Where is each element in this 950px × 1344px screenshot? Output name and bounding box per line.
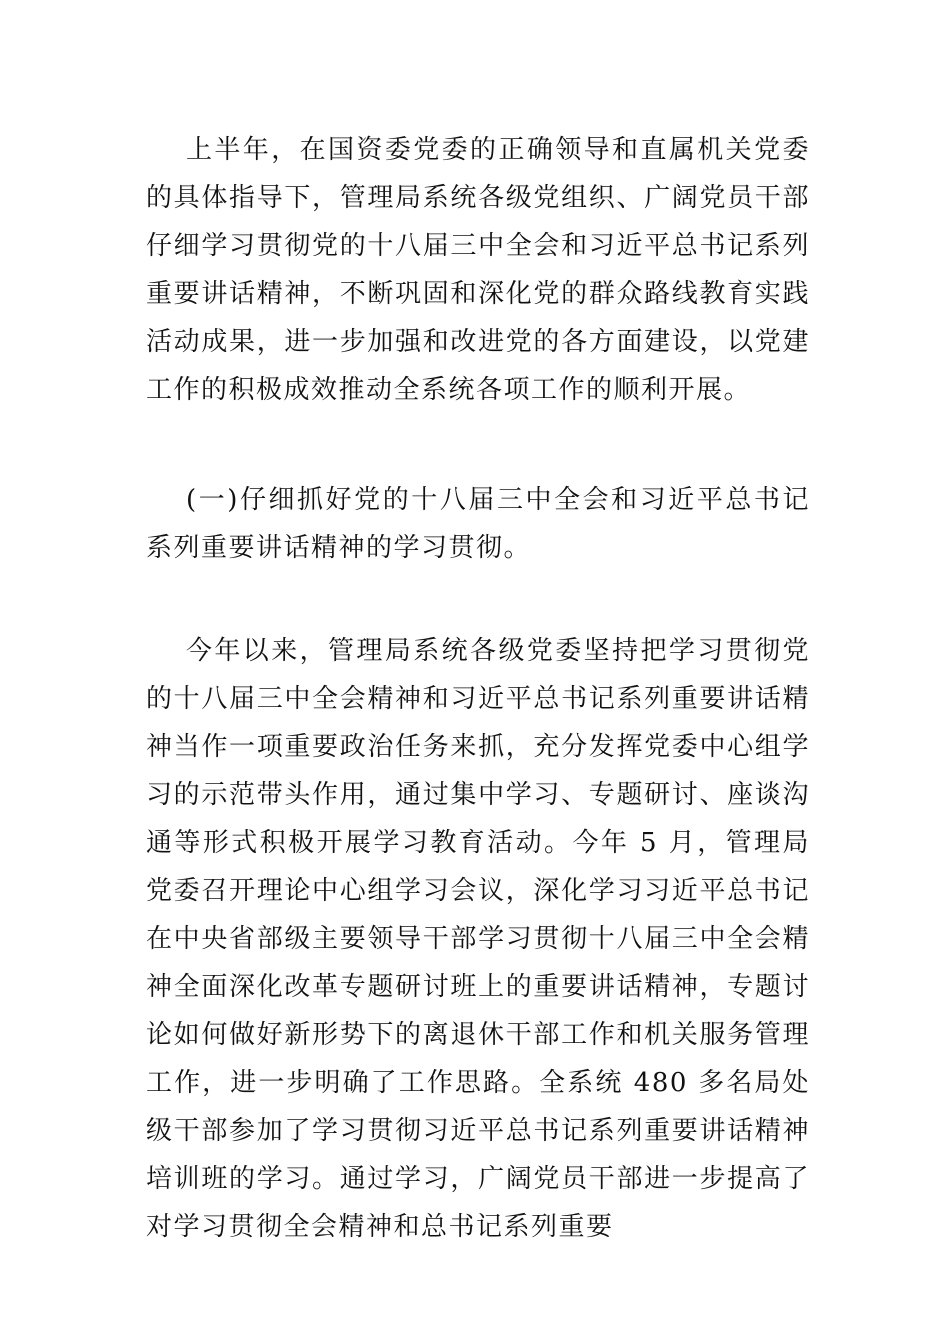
section-heading: (一)仔细抓好党的十八届三中全会和习近平总书记系列重要讲话精神的学习贯彻。 [146,485,810,563]
paragraph-body: 今年以来，管理局系统各级党委坚持把学习贯彻党的十八届三中全会精神和习近平总书记系列重要讲话精神当作一项重要政治任务来抓，充分发挥党委中心组学习的示范带头作用，通过集中学习、专题研讨、座谈沟通等形式积极开展学习教育活动。今年 5 月，管理局党委召开理论中心组学习会议，深化学习习近平总书记在中央省部级主要领导干部学习贯彻十八届三中全会精神全面深化改革专题研讨班上的重要讲话精神，专题讨论如何做好新形势下的离退休干部工作和机关服务管理工作，进一步明确了工作思路。全系统 480 多名局处级干部参加了学习贯彻习近平总书记系列重要讲话精神培训班的学习。通过学习，广阔党员干部进一步提高了对学习贯彻全会精神和总书记系列重要 [146,636,810,1242]
paragraph-intro: 上半年，在国资委党委的正确领导和直属机关党委的具体指导下，管理局系统各级党组织、广阔党员干部仔细学习贯彻党的十八届三中全会和习近平总书记系列重要讲话精神，不断巩固和深化党的群众路线教育实践活动成果，进一步加强和改进党的各方面建设，以党建工作的积极成效推动全系统各项工作的顺利开展。 [146,135,810,405]
